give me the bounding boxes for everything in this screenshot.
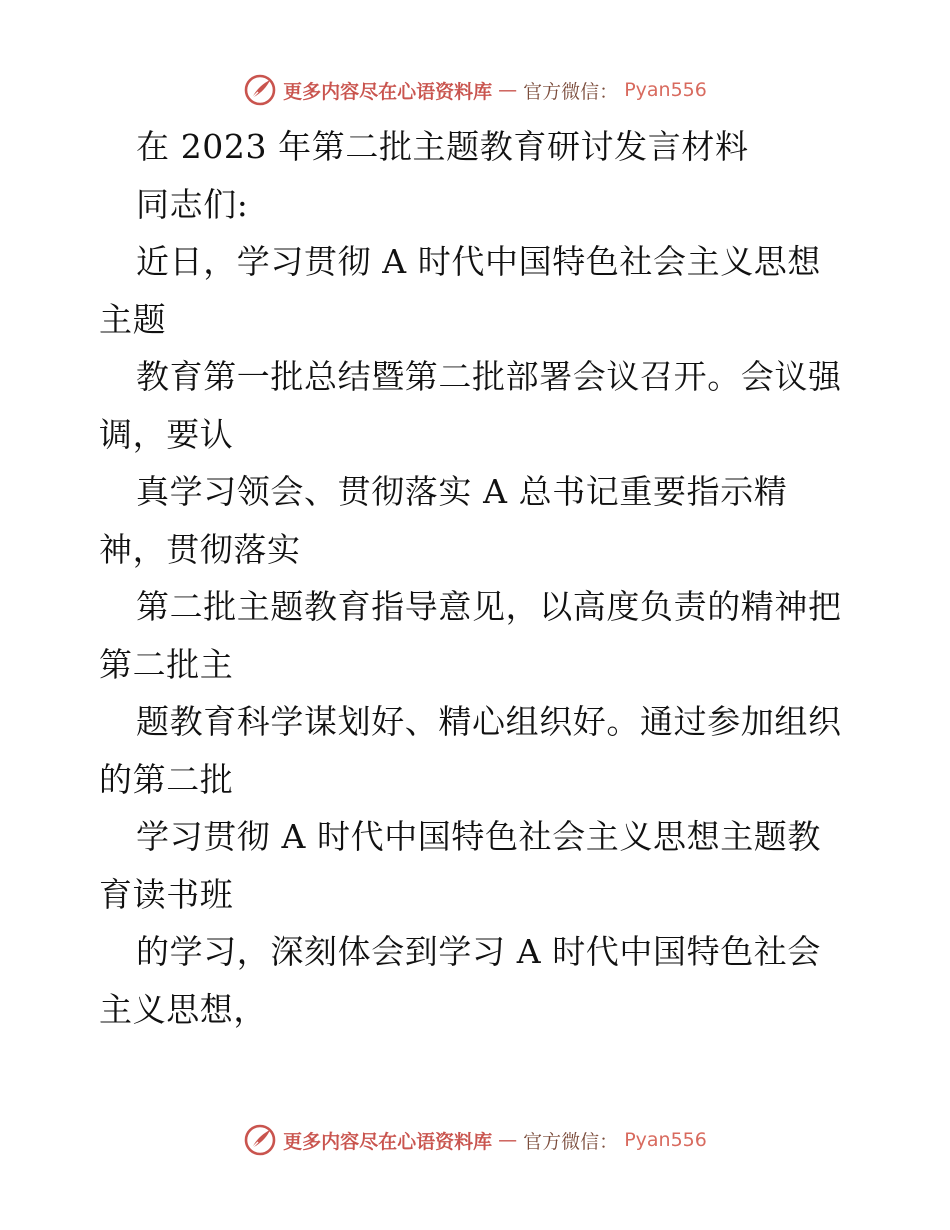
banner-official-label: 官方微信： (523, 80, 619, 103)
paragraph-line: 育读书班 (99, 874, 234, 914)
paragraph-line: 主义思想， (99, 989, 267, 1029)
salutation: 同志们: (136, 184, 249, 224)
paragraph-line: 调，要认 (99, 414, 234, 454)
paragraph-line: 教育第一批总结暨第二批部署会议召开。会议强 (136, 357, 842, 396)
quill-pen-logo-icon (243, 1123, 277, 1157)
paragraph-line: 神，贯彻落实 (99, 529, 301, 569)
document-body (99, 118, 859, 1038)
paragraph-line: 第二批主 (99, 644, 234, 684)
paragraph-line: 第二批主题教育指导意见，以高度负责的精神把 (136, 587, 842, 626)
header-banner (0, 70, 950, 110)
banner-dash: — (498, 79, 518, 101)
banner-official-label: 官方微信： (523, 1130, 619, 1153)
paragraph-line: 近日，学习贯彻 A 时代中国特色社会主义思想 (136, 242, 822, 281)
banner-brand-text: 更多内容尽在心语资料库 (283, 1130, 493, 1153)
banner-wechat-id: Pyan556 (624, 79, 707, 101)
paragraph-line: 的学习，深刻体会到学习 A 时代中国特色社会 (136, 932, 822, 971)
paragraph-line: 学习贯彻 A 时代中国特色社会主义思想主题教 (136, 817, 822, 856)
footer-banner (0, 1120, 950, 1160)
banner-dash: — (498, 1129, 518, 1151)
banner-brand-text: 更多内容尽在心语资料库 (283, 80, 493, 103)
paragraph-line: 题教育科学谋划好、精心组织好。通过参加组织 (136, 702, 842, 741)
banner-wechat-id: Pyan556 (624, 1129, 707, 1151)
paragraph-line: 真学习领会、贯彻落实 A 总书记重要指示精 (136, 472, 788, 511)
document-title: 在 2023 年第二批主题教育研讨发言材料 (136, 127, 749, 166)
paragraph-line: 主题 (99, 299, 167, 339)
paragraph-line: 的第二批 (99, 759, 234, 799)
quill-pen-logo-icon (243, 73, 277, 107)
